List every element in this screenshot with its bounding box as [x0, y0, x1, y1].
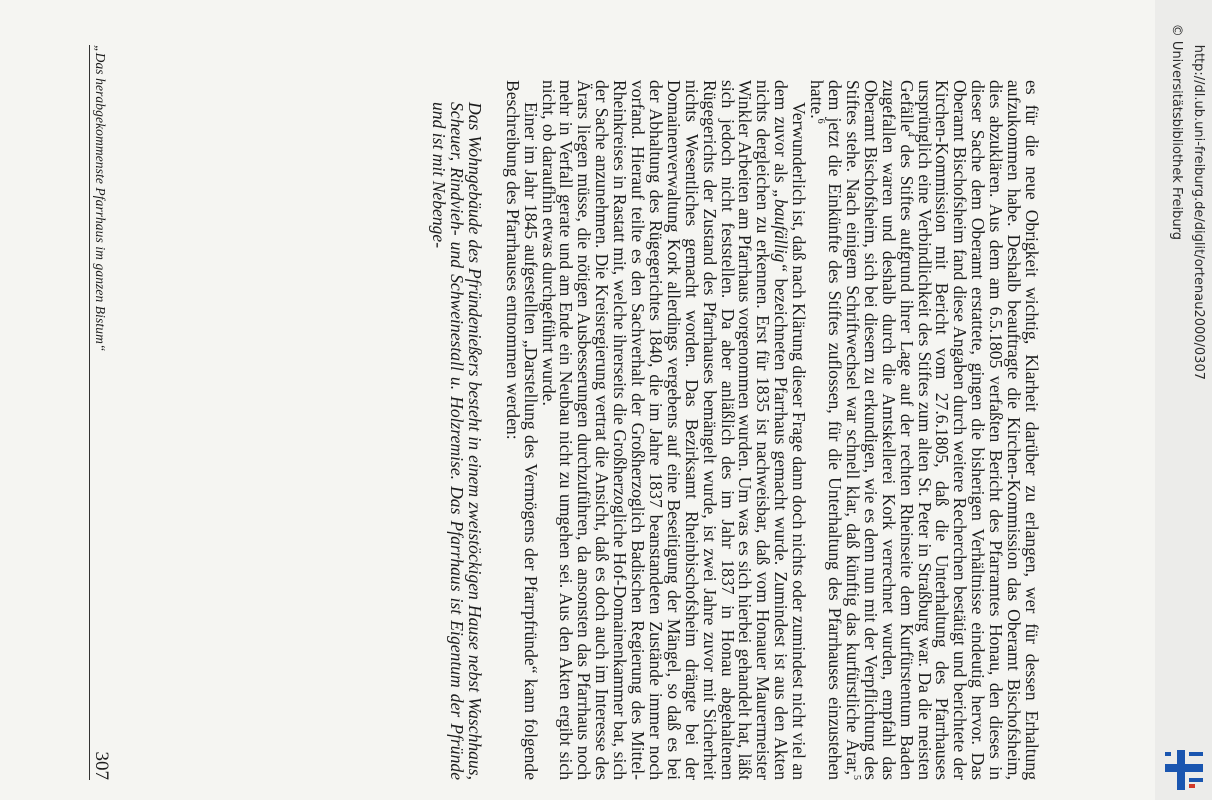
- footnote-ref-5: 5: [850, 775, 862, 780]
- running-title: „Das herabgekommenste Pfarrhaus im ganzen Bistum“: [93, 45, 108, 352]
- emphasis-baufaellig: „baufällig“: [771, 189, 792, 273]
- paragraph-2: Verwunderlich ist, daß nach Klärung dieser Frage dann doch nichts oder zumindest nicht viel an dem zuvor als „baufällig“ bezeichneten Pfarrhaus gemacht wurde. Zumindest ist aus den Akten nichts dergleichen zu erkennen. Erst für 1835 ist nachweisbar, daß vom Honauer Maurermeister Winkler Arbeiten am Pfarrhaus vorgenommen wurden. Um was es sich hierbei gehandelt hat, läßt sich jedoch nicht feststellen. Da aber anläßlich des im Jahr 1837 in Honau abgehaltenen Rügegerichts der Zustand des Pfarrhauses bemängelt wurde, ist zwei Jahre zuvor mit Sicherheit nichts Wesentliches gemacht worden. Das Bezirksamt Rheinbischofsheim drängte bei der Domainenverwaltung Kork allerdings vergebens auf eine Beseitigung der Mängel, so daß es bei der Abhaltung des Rügegerichtes 1840, die im Jahre 1837 beanstandeten Zustände immer noch vorfand. Hierauf teilte es den Sachverhalt der Großherzoglich Badischen Regierung des Mittel-Rheinkreises in Rastatt mit, welche ihrerseits die Großherzogliche Hof-Domainenkammer bat, sich der Sache anzunehmen. Die Kreisregierung vertrat die Ansicht, daß es doch auch im Interesse des Ärars liegen müsse, die nötigen Ausbesserungen durchzuführen, da ansonsten das Pfarrhaus noch mehr in Verfall gerate und am Ende ein Neubau nicht zu umgehen sei. Aus den Akten ergibt sich nicht, ob daraufhin etwas durchgeführt wurde.: [538, 80, 810, 780]
- page-number: 307: [91, 751, 112, 780]
- library-sidebar: [1155, 0, 1212, 800]
- quoted-description: Das Wohngebäude des Pfründenießers besteht in einem zweistöckigen Hause nebst Waschhaus, Scheuer, Rindvieh- und Schweinestall u. Holzremise. Das Pfarrhaus ist Eigentum der Pfründe und ist mit Nebenge-: [429, 102, 485, 780]
- body-text: [429, 80, 1040, 780]
- copyright-notice: © Universitätsbibliothek Freiburg: [1169, 23, 1184, 240]
- source-url-link[interactable]: http://dl.ub.uni-freiburg.de/diglit/ortenau2000/0307: [1191, 44, 1206, 380]
- sidebar-rotated: [1155, 0, 1212, 800]
- paragraph-1: es für die neue Obrigkeit wichtig, Klarheit darüber zu erlangen, wer für dessen Erhaltung aufzukommen habe. Deshalb beauftragte die Kirchen-Kommission das Oberamt Bischofsheim, dies abzuklären. Aus dem am 6.5.1805 verfaßten Bericht des Pfarramtes Honau, den dieses in dieser Sache dem Oberamt erstattete, gingen die bisherigen Verhältnisse eindeutig hervor. Das Oberamt Bischofsheim fand diese Angaben durch weitere Recherchen bestätigt und berichtete der Kirchen-Kommission mit Bericht vom 27.6.1805, daß die Unterhaltung des Pfarrhauses ursprünglich eine Verbindlichkeit des Stiftes zum alten St. Peter in Straßburg war. Da die meisten Gefälle$^4$ des Stiftes aufgrund ihrer Lage auf der rechten Rheinseite dem Kurfürstentum Baden zugefallen waren und deshalb durch die Amtskellerei Kork verrechnet wurden, empfahl das Oberamt Bischofsheim, sich bei diesem zu erkundigen, wie es denn nun mit der Verpflichtung des Stiftes stehe. Nach einigem Schriftwechsel war schnell klar, daß künftig das kurfürstliche Ärar,$^5$ dem jetzt die Einkünfte des Stiftes zuflossen, für die Unterhaltung des Pfarrhauses einzustehen hatte.$^6$: [807, 80, 1042, 780]
- footnote-ref-6: 6: [814, 118, 826, 124]
- footnote-ref-4: 4: [904, 131, 916, 137]
- page-header: [89, 45, 120, 780]
- ub-freiburg-logo-icon: [1163, 748, 1207, 792]
- paragraph-3: Einer im Jahr 1845 aufgestellten „Darstellung des Vermögens der Pfarrpfründe“ kann folgende Beschreibung des Pfarrhauses entnommen werden:: [502, 80, 541, 780]
